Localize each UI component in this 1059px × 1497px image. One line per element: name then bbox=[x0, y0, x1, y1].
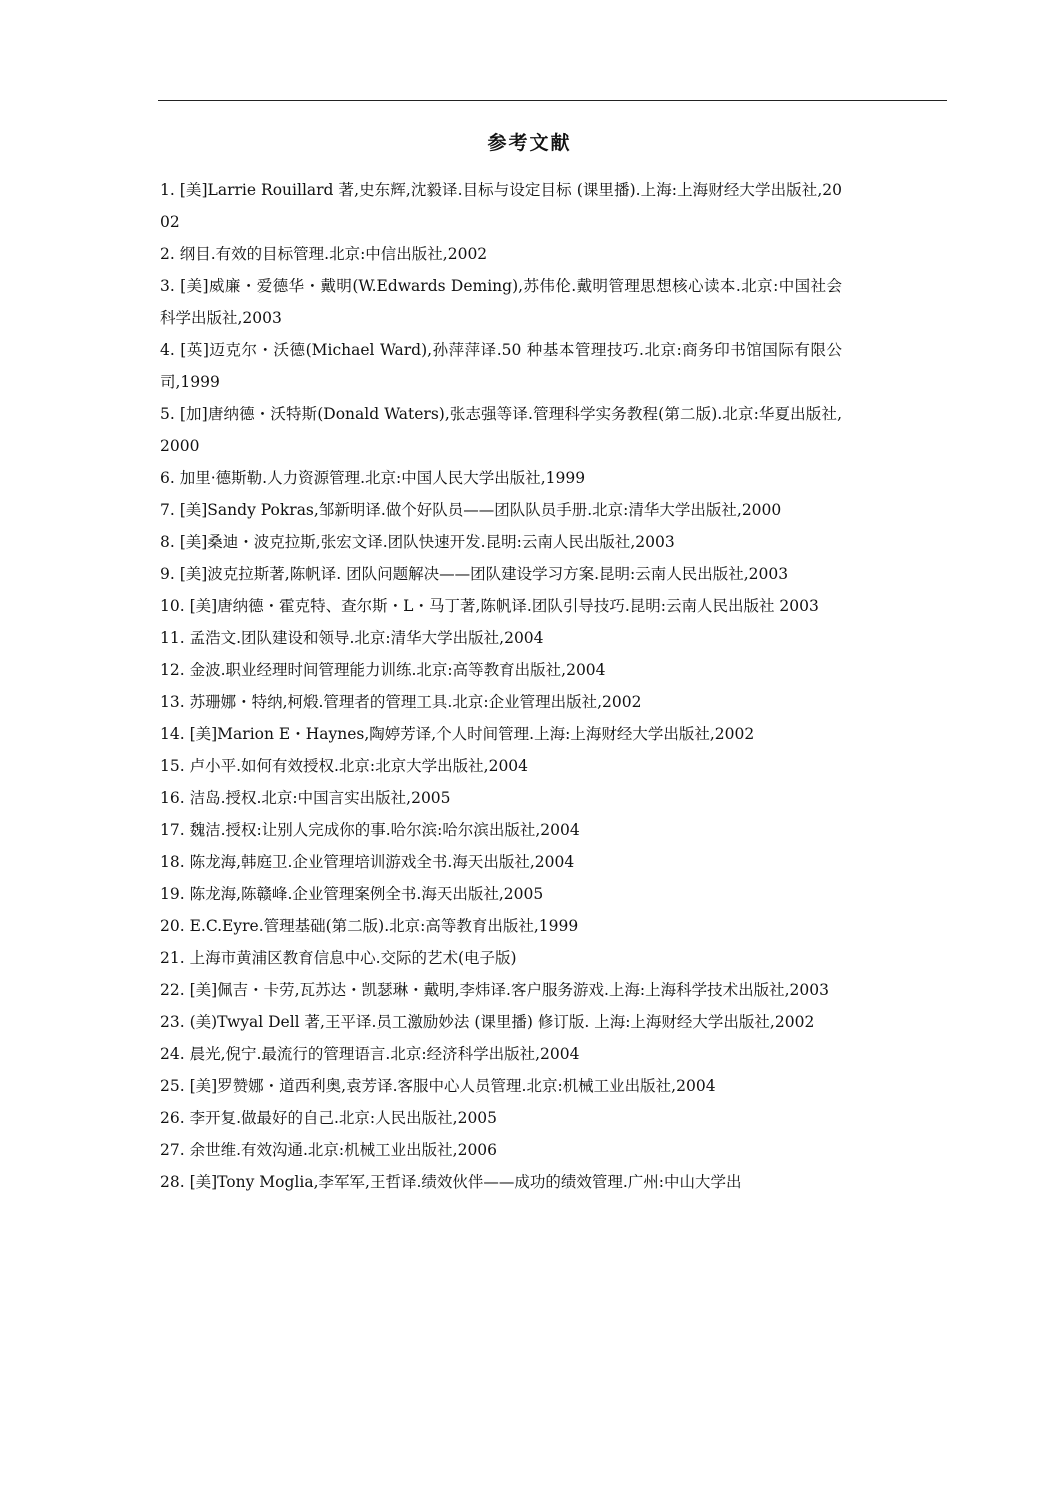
reference-item: 24. 晨光,倪宁.最流行的管理语言.北京:经济科学出版社,2004 bbox=[160, 1045, 580, 1063]
reference-item: 12. 金波.职业经理时间管理能力训练.北京:高等教育出版社,2004 bbox=[160, 661, 606, 679]
reference-item: 11. 孟浩文.团队建设和领导.北京:清华大学出版社,2004 bbox=[160, 629, 544, 647]
header-rule bbox=[158, 100, 947, 101]
reference-item: 19. 陈龙海,陈赣峰.企业管理案例全书.海天出版社,2005 bbox=[160, 885, 544, 903]
reference-item: 10. [美]唐纳德・霍克特、查尔斯・L・马丁著,陈帆译.团队引导技巧.昆明:云南人民出版社 2003 bbox=[160, 597, 819, 615]
reference-item: 5. [加]唐纳德・沃特斯(Donald Waters),张志强等译.管理科学实务教程(第二版).北京:华夏出版社,2000 bbox=[160, 405, 842, 455]
reference-item: 28. [美]Tony Moglia,李军军,王哲译.绩效伙伴——成功的绩效管理.广州:中山大学出 bbox=[160, 1173, 742, 1191]
reference-item: 25. [美]罗赞娜・道西利奥,袁芳译.客服中心人员管理.北京:机械工业出版社,2004 bbox=[160, 1077, 716, 1095]
reference-item: 21. 上海市黄浦区教育信息中心.交际的艺术(电子版) bbox=[160, 949, 517, 967]
reference-item: 18. 陈龙海,韩庭卫.企业管理培训游戏全书.海天出版社,2004 bbox=[160, 853, 575, 871]
reference-item: 15. 卢小平.如何有效授权.北京:北京大学出版社,2004 bbox=[160, 757, 529, 775]
reference-item: 13. 苏珊娜・特纳,柯煅.管理者的管理工具.北京:企业管理出版社,2002 bbox=[160, 693, 642, 711]
reference-item: 8. [美]桑迪・波克拉斯,张宏文译.团队快速开发.昆明:云南人民出版社,2003 bbox=[160, 533, 675, 551]
reference-item: 20. E.C.Eyre.管理基础(第二版).北京:高等教育出版社,1999 bbox=[160, 917, 579, 935]
reference-item: 14. [美]Marion E・Haynes,陶婷芳译,个人时间管理.上海:上海财经大学出版社,2002 bbox=[160, 725, 755, 743]
reference-item: 4. [英]迈克尔・沃德(Michael Ward),孙萍萍译.50 种基本管理技巧.北京:商务印书馆国际有限公司,1999 bbox=[160, 341, 842, 391]
reference-item: 9. [美]波克拉斯著,陈帆译. 团队问题解决——团队建设学习方案.昆明:云南人民出版社,2003 bbox=[160, 565, 789, 583]
reference-item: 3. [美]威廉・爱德华・戴明(W.Edwards Deming),苏伟伦.戴明管理思想核心读本.北京:中国社会科学出版社,2003 bbox=[160, 277, 842, 327]
reference-list bbox=[160, 174, 842, 1198]
reference-item: 1. [美]Larrie Rouillard 著,史东辉,沈毅译.目标与设定目标 (课里播).上海:上海财经大学出版社,2002 bbox=[160, 181, 842, 231]
reference-item: 27. 余世维.有效沟通.北京:机械工业出版社,2006 bbox=[160, 1141, 498, 1159]
reference-item: 17. 魏洁.授权:让别人完成你的事.哈尔滨:哈尔滨出版社,2004 bbox=[160, 821, 580, 839]
reference-item: 22. [美]佩吉・卡劳,瓦苏达・凯瑟琳・戴明,李炜译.客户服务游戏.上海:上海科学技术出版社,2003 bbox=[160, 981, 829, 999]
page-title: 参考文献 bbox=[487, 132, 572, 154]
reference-item: 2. 纲目.有效的目标管理.北京:中信出版社,2002 bbox=[160, 245, 488, 263]
reference-item: 16. 洁岛.授权.北京:中国言实出版社,2005 bbox=[160, 789, 451, 807]
reference-item: 6. 加里·德斯勒.人力资源管理.北京:中国人民大学出版社,1999 bbox=[160, 469, 586, 487]
reference-item: 26. 李开复.做最好的自己.北京:人民出版社,2005 bbox=[160, 1109, 498, 1127]
reference-item: 23. (美)Twyal Dell 著,王平译.员工激励妙法 (课里播) 修订版. 上海:上海财经大学出版社,2002 bbox=[160, 1013, 815, 1031]
reference-item: 7. [美]Sandy Pokras,邹新明译.做个好队员——团队队员手册.北京:清华大学出版社,2000 bbox=[160, 501, 782, 519]
